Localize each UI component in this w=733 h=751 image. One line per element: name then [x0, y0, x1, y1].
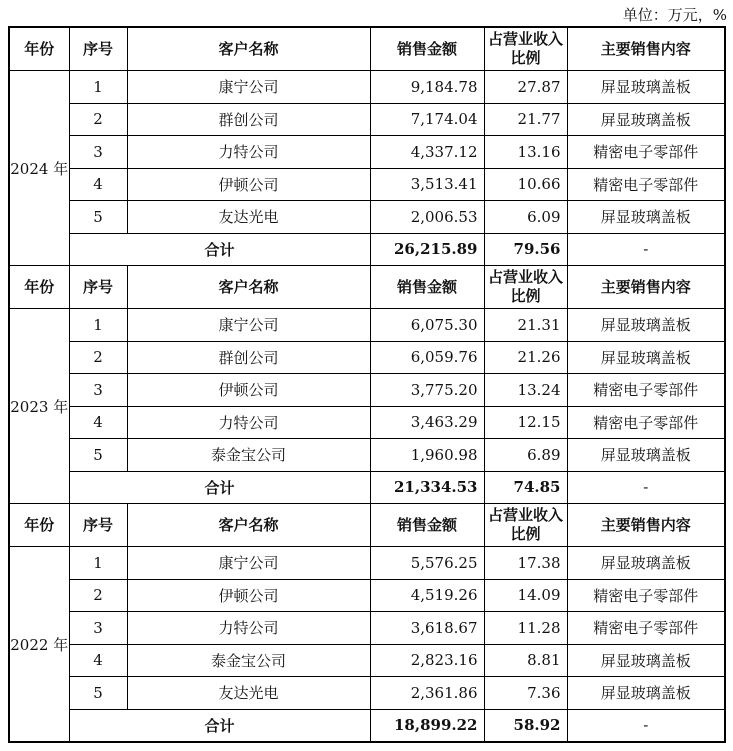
row-number: 5	[69, 677, 127, 710]
header-ratio: 占营业收入比例	[484, 266, 567, 309]
total-label: 合计	[69, 709, 370, 742]
total-row	[9, 471, 725, 504]
revenue-ratio: 6.09	[484, 201, 567, 234]
total-content: -	[567, 709, 725, 742]
table-row	[9, 136, 725, 169]
sales-amount: 1,960.98	[370, 439, 484, 472]
customer-name: 康宁公司	[127, 71, 370, 104]
customer-name: 泰金宝公司	[127, 439, 370, 472]
row-number: 4	[69, 406, 127, 439]
row-number: 3	[69, 374, 127, 407]
customer-name: 伊顿公司	[127, 168, 370, 201]
row-number: 5	[69, 201, 127, 234]
sales-content: 精密电子零部件	[567, 168, 725, 201]
sales-amount: 3,618.67	[370, 612, 484, 645]
row-number: 2	[69, 579, 127, 612]
year-cell: 2024 年	[9, 71, 69, 266]
sales-content: 屏显玻璃盖板	[567, 439, 725, 472]
revenue-ratio: 13.16	[484, 136, 567, 169]
table-body	[9, 27, 725, 742]
sales-amount: 7,174.04	[370, 103, 484, 136]
row-number: 3	[69, 612, 127, 645]
sales-content: 精密电子零部件	[567, 406, 725, 439]
sales-content: 精密电子零部件	[567, 579, 725, 612]
unit-label: 单位：万元，%	[622, 6, 727, 24]
sales-content: 屏显玻璃盖板	[567, 644, 725, 677]
row-number: 2	[69, 341, 127, 374]
customer-name: 友达光电	[127, 677, 370, 710]
row-number: 4	[69, 168, 127, 201]
revenue-ratio: 10.66	[484, 168, 567, 201]
table-row	[9, 309, 725, 342]
header-row	[9, 266, 725, 309]
table-row	[9, 677, 725, 710]
top-customers-table	[8, 26, 726, 743]
header-year: 年份	[9, 27, 69, 71]
header-sales: 销售金额	[370, 27, 484, 71]
sales-amount: 2,006.53	[370, 201, 484, 234]
revenue-ratio: 14.09	[484, 579, 567, 612]
sales-content: 屏显玻璃盖板	[567, 677, 725, 710]
revenue-ratio: 21.77	[484, 103, 567, 136]
header-row	[9, 27, 725, 71]
total-ratio: 74.85	[484, 471, 567, 504]
header-customer: 客户名称	[127, 504, 370, 547]
total-label: 合计	[69, 471, 370, 504]
revenue-ratio: 21.31	[484, 309, 567, 342]
header-year: 年份	[9, 266, 69, 309]
header-customer: 客户名称	[127, 266, 370, 309]
header-no: 序号	[69, 266, 127, 309]
table-row	[9, 406, 725, 439]
revenue-ratio: 13.24	[484, 374, 567, 407]
table-row	[9, 439, 725, 472]
header-ratio: 占营业收入比例	[484, 504, 567, 547]
revenue-ratio: 8.81	[484, 644, 567, 677]
table-row	[9, 71, 725, 104]
revenue-ratio: 7.36	[484, 677, 567, 710]
customer-name: 泰金宝公司	[127, 644, 370, 677]
total-ratio: 58.92	[484, 709, 567, 742]
header-ratio: 占营业收入比例	[484, 27, 567, 71]
table-row	[9, 103, 725, 136]
sales-amount: 3,463.29	[370, 406, 484, 439]
customer-name: 伊顿公司	[127, 579, 370, 612]
sales-content: 屏显玻璃盖板	[567, 103, 725, 136]
sales-content: 屏显玻璃盖板	[567, 201, 725, 234]
header-content: 主要销售内容	[567, 27, 725, 71]
year-cell: 2023 年	[9, 309, 69, 504]
sales-amount: 2,823.16	[370, 644, 484, 677]
sales-content: 屏显玻璃盖板	[567, 341, 725, 374]
header-content: 主要销售内容	[567, 266, 725, 309]
table-row	[9, 374, 725, 407]
revenue-ratio: 27.87	[484, 71, 567, 104]
row-number: 5	[69, 439, 127, 472]
row-number: 1	[69, 547, 127, 580]
table-row	[9, 341, 725, 374]
sales-content: 精密电子零部件	[567, 136, 725, 169]
sales-content: 精密电子零部件	[567, 612, 725, 645]
table-row	[9, 612, 725, 645]
customer-name: 群创公司	[127, 103, 370, 136]
sales-amount: 2,361.86	[370, 677, 484, 710]
total-content: -	[567, 471, 725, 504]
header-no: 序号	[69, 504, 127, 547]
customer-name: 群创公司	[127, 341, 370, 374]
table-row	[9, 547, 725, 580]
customer-name: 友达光电	[127, 201, 370, 234]
table-row	[9, 644, 725, 677]
total-ratio: 79.56	[484, 233, 567, 266]
total-sales: 21,334.53	[370, 471, 484, 504]
header-no: 序号	[69, 27, 127, 71]
revenue-ratio: 6.89	[484, 439, 567, 472]
sales-amount: 3,775.20	[370, 374, 484, 407]
customer-name: 力特公司	[127, 612, 370, 645]
sales-amount: 9,184.78	[370, 71, 484, 104]
sales-content: 屏显玻璃盖板	[567, 547, 725, 580]
sales-amount: 6,075.30	[370, 309, 484, 342]
total-row	[9, 709, 725, 742]
customer-name: 力特公司	[127, 406, 370, 439]
revenue-ratio: 11.28	[484, 612, 567, 645]
header-row	[9, 504, 725, 547]
header-content: 主要销售内容	[567, 504, 725, 547]
sales-content: 精密电子零部件	[567, 374, 725, 407]
customer-name: 康宁公司	[127, 309, 370, 342]
total-sales: 18,899.22	[370, 709, 484, 742]
header-year: 年份	[9, 504, 69, 547]
row-number: 2	[69, 103, 127, 136]
table-row	[9, 579, 725, 612]
table-row	[9, 168, 725, 201]
sales-amount: 4,337.12	[370, 136, 484, 169]
header-sales: 销售金额	[370, 266, 484, 309]
total-sales: 26,215.89	[370, 233, 484, 266]
sales-amount: 4,519.26	[370, 579, 484, 612]
sales-content: 屏显玻璃盖板	[567, 71, 725, 104]
sales-content: 屏显玻璃盖板	[567, 309, 725, 342]
sales-amount: 3,513.41	[370, 168, 484, 201]
total-content: -	[567, 233, 725, 266]
revenue-ratio: 17.38	[484, 547, 567, 580]
row-number: 1	[69, 71, 127, 104]
customer-name: 力特公司	[127, 136, 370, 169]
row-number: 1	[69, 309, 127, 342]
sales-amount: 6,059.76	[370, 341, 484, 374]
customer-name: 康宁公司	[127, 547, 370, 580]
total-row	[9, 233, 725, 266]
table-row	[9, 201, 725, 234]
sales-amount: 5,576.25	[370, 547, 484, 580]
row-number: 4	[69, 644, 127, 677]
year-cell: 2022 年	[9, 547, 69, 743]
revenue-ratio: 12.15	[484, 406, 567, 439]
header-sales: 销售金额	[370, 504, 484, 547]
row-number: 3	[69, 136, 127, 169]
total-label: 合计	[69, 233, 370, 266]
revenue-ratio: 21.26	[484, 341, 567, 374]
header-customer: 客户名称	[127, 27, 370, 71]
customer-name: 伊顿公司	[127, 374, 370, 407]
